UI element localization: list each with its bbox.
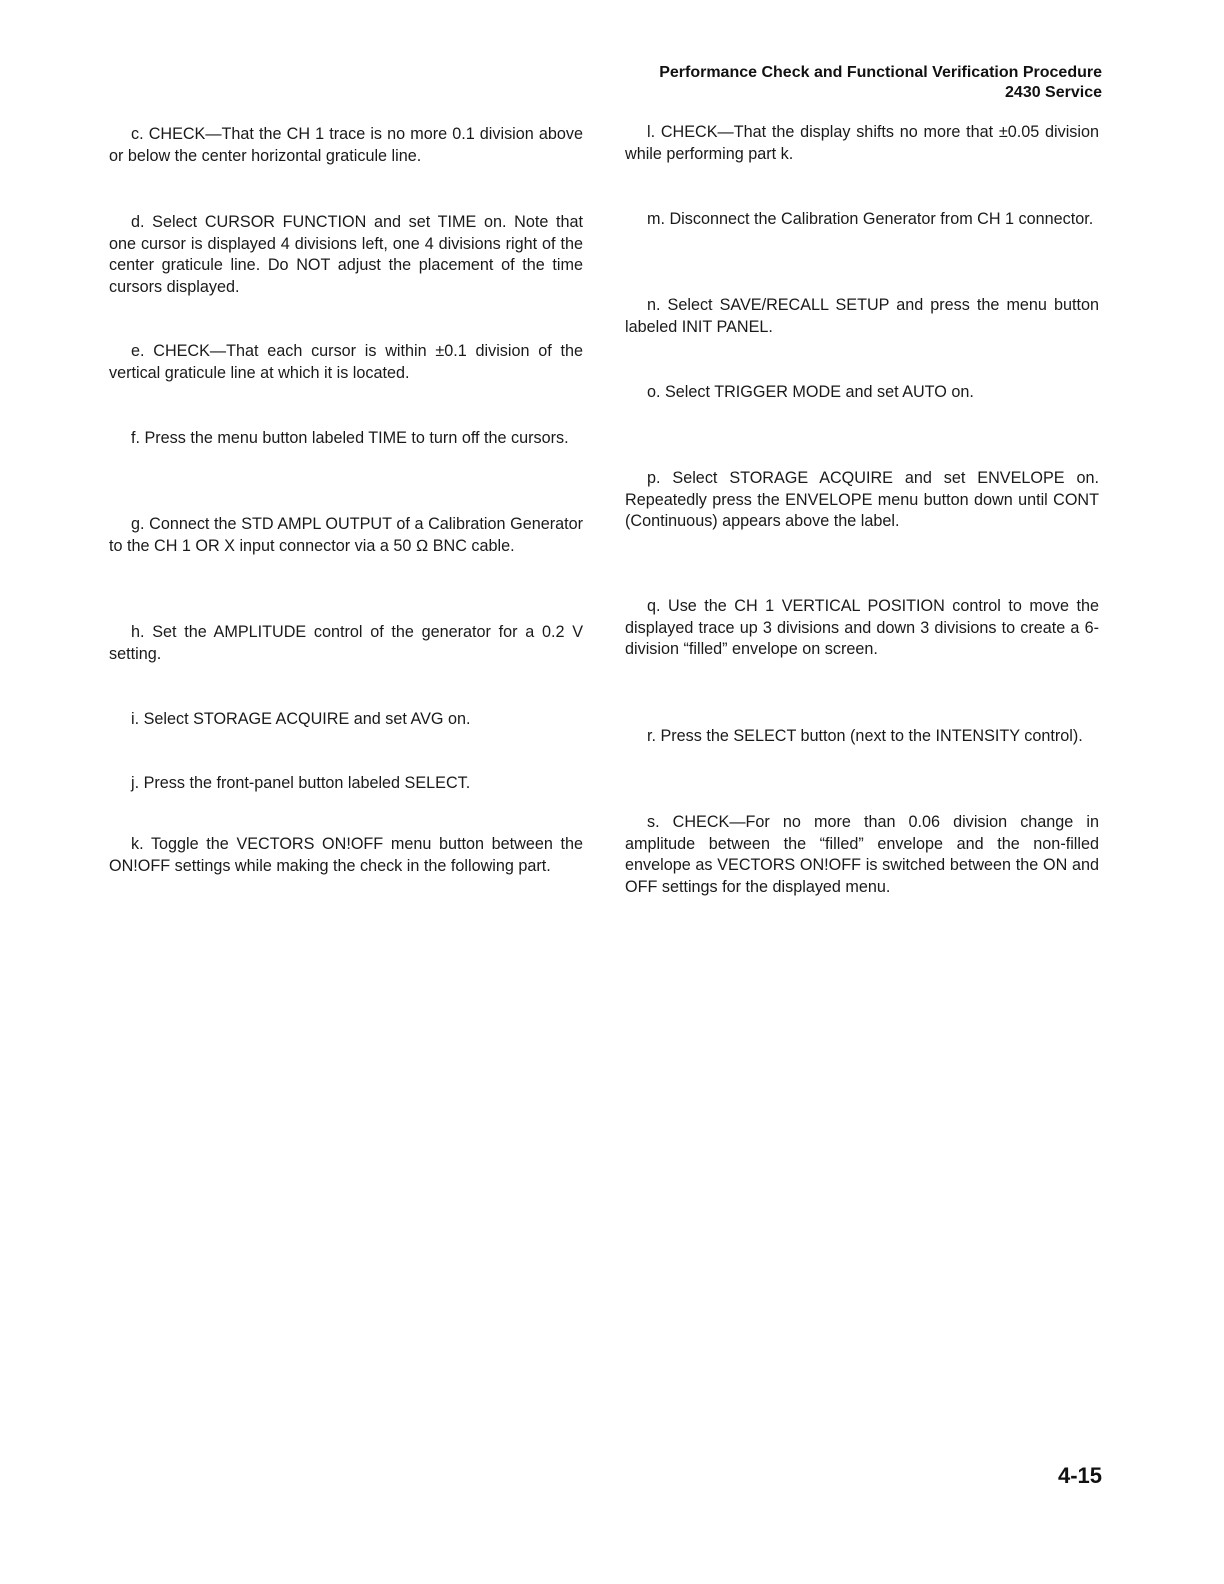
page-header [659, 63, 1102, 103]
step-i: i. Select STORAGE ACQUIRE and set AVG on. [131, 710, 471, 728]
step-r: r. Press the SELECT button (next to the INTENSITY control). [647, 727, 1083, 745]
step-c: c. CHECK—That the CH 1 trace is no more 0.1 division above or below the center horizontal graticule line. [109, 125, 583, 165]
step-f: f. Press the menu button labeled TIME to turn off the cursors. [131, 429, 569, 447]
step-d: d. Select CURSOR FUNCTION and set TIME on. Note that one cursor is displayed 4 divisions left, one 4 divisions right of the center graticule line. Do NOT adjust the placement of the time cursors displayed. [109, 213, 583, 296]
page-number: 4-15 [1057, 1463, 1102, 1488]
header-title: Performance Check and Functional Verification Procedure [659, 64, 1102, 81]
header-subtitle: 2430 Service [1005, 84, 1102, 101]
step-m: m. Disconnect the Calibration Generator from CH 1 connector. [647, 210, 1094, 228]
step-s: s. CHECK—For no more than 0.06 division change in amplitude between the “filled” envelope and the non-filled envelope as VECTORS ON!OFF is switched between the ON and OFF settings for the displayed menu. [625, 813, 1099, 896]
step-e: e. CHECK—That each cursor is within ±0.1 division of the vertical graticule line at which it is located. [109, 342, 583, 382]
step-l: l. CHECK—That the display shifts no more that ±0.05 division while performing part k. [625, 123, 1099, 163]
step-h: h. Set the AMPLITUDE control of the generator for a 0.2 V setting. [109, 623, 583, 663]
step-k: k. Toggle the VECTORS ON!OFF menu button between the ON!OFF settings while making the check in the following part. [109, 835, 583, 875]
step-j: j. Press the front-panel button labeled SELECT. [131, 774, 471, 792]
step-q: q. Use the CH 1 VERTICAL POSITION control to move the displayed trace up 3 divisions and down 3 divisions to create a 6-division “filled” envelope on screen. [625, 597, 1099, 659]
step-n: n. Select SAVE/RECALL SETUP and press the menu button labeled INIT PANEL. [625, 296, 1099, 336]
step-g: g. Connect the STD AMPL OUTPUT of a Calibration Generator to the CH 1 OR X input connector via a 50 Ω BNC cable. [109, 515, 583, 555]
step-p: p. Select STORAGE ACQUIRE and set ENVELOPE on. Repeatedly press the ENVELOPE menu button down until CONT (Continuous) appears above the label. [625, 469, 1099, 531]
step-o: o. Select TRIGGER MODE and set AUTO on. [647, 383, 974, 401]
